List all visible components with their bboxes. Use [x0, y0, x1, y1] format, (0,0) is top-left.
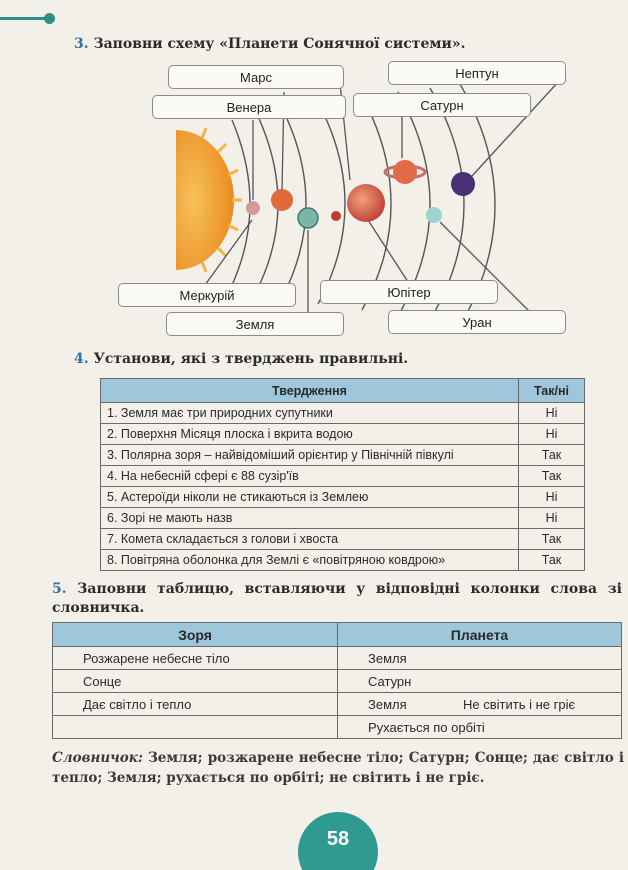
page-number: 58: [326, 828, 350, 850]
saturn-planet: [385, 160, 425, 184]
label-jupiter[interactable]: Юпітер: [320, 280, 498, 304]
table-row: [101, 466, 585, 487]
statement-cell: 7. Комета складається з голови і хвоста: [101, 529, 519, 550]
task4-title: [74, 351, 408, 367]
planet-cell[interactable]: [338, 670, 622, 693]
statement-cell: 4. На небесній сфері є 88 сузір'їв: [101, 466, 519, 487]
statement-cell: 1. Земля має три природних супутники: [101, 403, 519, 424]
table-row: [53, 647, 622, 670]
answer-cell[interactable]: Так: [519, 466, 585, 487]
statement-cell: 2. Поверхня Місяця плоска і вкрита водою: [101, 424, 519, 445]
table-row: [101, 424, 585, 445]
statements-table: [100, 378, 585, 571]
statement-cell: 6. Зорі не мають назв: [101, 508, 519, 529]
label-venus[interactable]: Венера: [152, 95, 346, 119]
mars-planet: [331, 211, 341, 221]
table-row: [101, 445, 585, 466]
uranus-planet: [426, 207, 442, 223]
solar-system-scheme: [0, 0, 628, 350]
label-saturn[interactable]: Сатурн: [353, 93, 531, 117]
task4-number: 4.: [74, 351, 89, 367]
planet-cell[interactable]: [338, 693, 622, 716]
table-row: [53, 670, 622, 693]
header-statement: Твердження: [101, 379, 519, 403]
sun-graphic: [176, 128, 242, 272]
table-row: [53, 693, 622, 716]
star-planet-table: [52, 622, 622, 739]
task4-text: Установи, які з тверджень правильні.: [93, 351, 409, 367]
answer-cell[interactable]: Ні: [519, 403, 585, 424]
task3-number: 3.: [74, 36, 89, 52]
venus-planet: [271, 189, 293, 211]
answer-cell[interactable]: Так: [519, 529, 585, 550]
table-row: [101, 529, 585, 550]
statement-cell: 3. Полярна зоря – найвідоміший орієнтир у Північній півкулі: [101, 445, 519, 466]
planet-cell-extra-text: Не світить і не гріє: [463, 697, 576, 712]
label-uranus[interactable]: Уран: [388, 310, 566, 334]
label-mars[interactable]: Марс: [168, 65, 344, 89]
statement-cell: 8. Повітряна оболонка для Землі є «повітряною ковдрою»: [101, 550, 519, 571]
planet-cell-text: Сатурн: [368, 673, 412, 689]
answer-cell[interactable]: Ні: [519, 508, 585, 529]
planet-cell-text: Земля: [368, 650, 407, 666]
table-row: [53, 716, 622, 739]
answer-cell[interactable]: Так: [519, 445, 585, 466]
table-row: [101, 508, 585, 529]
planet-cell[interactable]: [338, 716, 622, 739]
mercury-planet: [246, 201, 260, 215]
answer-cell[interactable]: Ні: [519, 487, 585, 508]
header-answer: Так/ні: [519, 379, 585, 403]
task5-text: Заповни таблицю, вставляючи у відповідні колонки слова зі словничка.: [52, 581, 622, 616]
answer-cell[interactable]: Ні: [519, 424, 585, 445]
table-header-row: [101, 379, 585, 403]
neptune-planet: [451, 172, 475, 196]
table-row: [101, 550, 585, 571]
label-neptune[interactable]: Нептун: [388, 61, 566, 85]
planet-cell-text: Земля: [368, 696, 407, 712]
dictionary-text: Земля; розжарене небесне тіло; Сатурн; Сонце; дає світло і тепло; Земля; рухається по орбіті; не світить і не гріє.: [52, 750, 624, 786]
planet-cell-text: Рухається по орбіті: [368, 719, 485, 735]
label-mercury[interactable]: Меркурій: [118, 283, 296, 307]
table-row: [101, 403, 585, 424]
star-cell[interactable]: [53, 716, 338, 739]
earth-planet: [298, 208, 318, 228]
planet-cell[interactable]: [338, 647, 622, 670]
table-row: [101, 487, 585, 508]
table-header-row: [53, 623, 622, 647]
star-cell[interactable]: Розжарене небесне тіло: [53, 647, 338, 670]
jupiter-planet: [347, 184, 385, 222]
task5-number: 5.: [52, 581, 67, 597]
header-planet: Планета: [338, 623, 622, 647]
dictionary-label: Словничок:: [52, 750, 143, 766]
star-cell[interactable]: Дає світло і тепло: [53, 693, 338, 716]
answer-cell[interactable]: Так: [519, 550, 585, 571]
label-earth[interactable]: Земля: [166, 312, 344, 336]
star-cell[interactable]: Сонце: [53, 670, 338, 693]
header-star: Зоря: [53, 623, 338, 647]
task3-text: Заповни схему «Планети Сонячної системи».: [93, 36, 466, 52]
statement-cell: 5. Астероїди ніколи не стикаються із Землею: [101, 487, 519, 508]
dictionary: [52, 748, 624, 788]
task5-title: [52, 580, 622, 618]
